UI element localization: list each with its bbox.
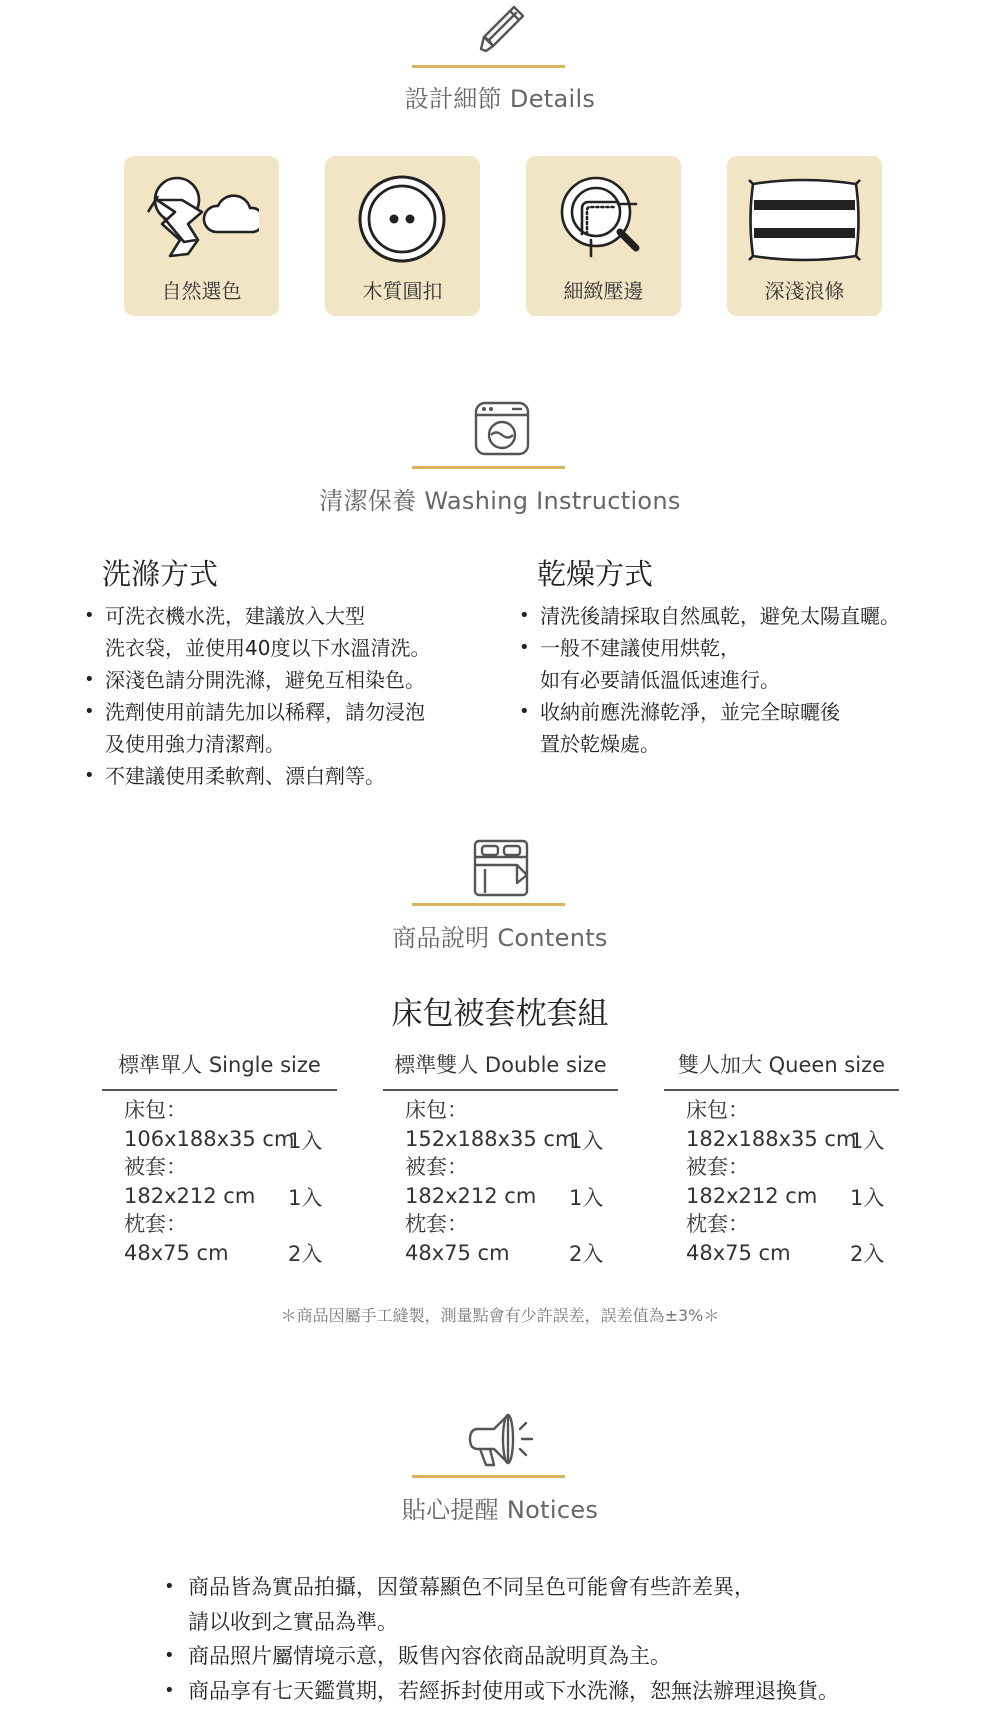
product-name: 床包被套枕套組 [391,996,609,1032]
qty-value: 1入 [850,1186,885,1210]
list-item: • 洗劑使用前請先加以稀釋，請勿浸泡 及使用強力清潔劑。 [84,696,430,760]
qty-value: 1入 [850,1129,885,1153]
list-item: • 一般不建議使用烘乾， 如有必要請低溫低速進行。 [519,632,900,696]
dry-method-list [519,600,900,760]
tile-natural-color [124,156,279,316]
notices-list [164,1570,839,1708]
size-header-double: 標準雙人 Double size [394,1053,607,1077]
striped-pillow-icon [747,170,862,270]
tile-label: 自然選色 [161,279,242,303]
measurement-footnote: ＊商品因屬手工縫製，測量點會有少許誤差，誤差值為±3%＊ [280,1306,720,1325]
dry-method-heading: 乾燥方式 [537,557,654,591]
size-header-single: 標準單人 Single size [118,1053,321,1077]
megaphone-icon [466,1409,538,1469]
qty-value: 1入 [569,1129,604,1153]
notices-title-rule [412,1475,565,1478]
wash-method-heading: 洗滌方式 [102,557,219,591]
details-title: 設計細節 Details [404,85,596,113]
wooden-button-icon [345,170,460,270]
tile-wave-stripe [727,156,882,316]
qty-value: 1入 [569,1186,604,1210]
washing-title-rule [412,466,565,469]
details-title-rule [412,65,565,68]
tile-label: 木質圓扣 [362,279,443,303]
qty-value: 2入 [288,1242,323,1266]
list-item: • 可洗衣機水洗，建議放入大型 洗衣袋，並使用40度以下水溫清洗。 [84,600,430,664]
magnifier-stitch-icon [546,170,661,270]
contents-title-rule [412,903,565,906]
size-divider [664,1089,899,1091]
list-item: • 商品照片屬情境示意，販售內容依商品說明頁為主。 [164,1639,839,1674]
contents-title: 商品說明 Contents [392,924,608,952]
leaf-cloud-icon [144,170,259,270]
list-item: • 收納前應洗滌乾淨，並完全晾曬後 置於乾燥處。 [519,696,900,760]
tile-fine-edge [526,156,681,316]
size-divider [383,1089,618,1091]
list-item: • 商品享有七天鑑賞期，若經拆封使用或下水洗滌，恕無法辦理退換貨。 [164,1674,839,1709]
size-spec-single: 床包： 106x188x35 cm 被套： 182x212 cm 枕套： 48x75 cm [124,1098,295,1265]
qty-value: 2入 [850,1242,885,1266]
qty-value: 1入 [288,1186,323,1210]
pencil-icon [472,0,530,56]
bed-icon [473,839,529,897]
notices-title: 貼心提醒 Notices [401,1496,599,1524]
wash-method-list [84,600,430,792]
list-item: • 商品皆為實品拍攝，因螢幕顯色不同呈色可能會有些許差異， 請以收到之實品為準。 [164,1570,839,1639]
list-item: • 深淺色請分開洗滌，避免互相染色。 [84,664,430,696]
tile-label: 細緻壓邊 [563,279,644,303]
qty-value: 1入 [288,1129,323,1153]
tile-label: 深淺浪條 [764,279,845,303]
size-spec-queen: 床包： 182x188x35 cm 被套： 182x212 cm 枕套： 48x75 cm [686,1098,857,1265]
list-item: • 清洗後請採取自然風乾，避免太陽直曬。 [519,600,900,632]
size-divider [102,1089,337,1091]
size-header-queen: 雙人加大 Queen size [677,1053,886,1077]
tile-wooden-button [325,156,480,316]
size-spec-double: 床包： 152x188x35 cm 被套： 182x212 cm 枕套： 48x75 cm [405,1098,576,1265]
washing-machine-icon [474,401,530,457]
qty-value: 2入 [569,1242,604,1266]
washing-title: 清潔保養 Washing Instructions [319,487,681,515]
list-item: • 不建議使用柔軟劑、漂白劑等。 [84,760,430,792]
